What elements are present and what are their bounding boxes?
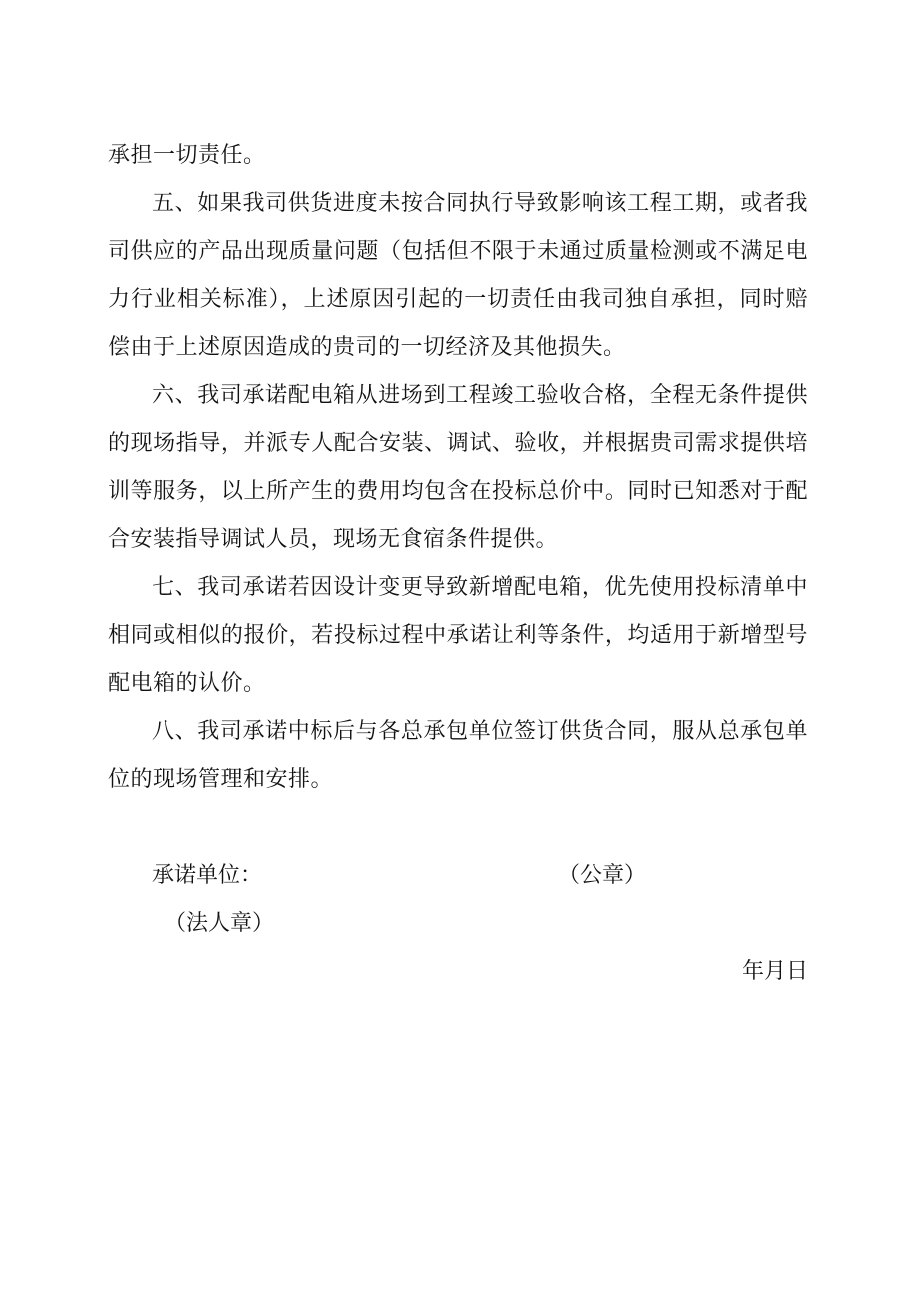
paragraph-continuation: 承担一切责任。 bbox=[108, 143, 266, 168]
signature-date-label: 年月日 bbox=[741, 959, 808, 984]
signature-seal-label: （公章） bbox=[558, 863, 647, 888]
paragraph-clause-6: 六、我司承诺配电箱从进场到工程竣工验收合格，全程无条件提供的现场指导，并派专人配合安装、调试、验收，并根据贵司需求提供培训等服务，以上所产生的费用均包含在投标总价中。同时已知悉对于配合安装指导调试人员，现场无食宿条件提供。 bbox=[108, 383, 808, 552]
paragraph-clause-8: 八、我司承诺中标后与各总承包单位签订供货合同，服从总承包单位的现场管理和安排。 bbox=[108, 719, 808, 792]
paragraph-clause-7: 七、我司承诺若因设计变更导致新增配电箱，优先使用投标清单中相同或相似的报价，若投标过程中承诺让利等条件，均适用于新增型号配电箱的认价。 bbox=[108, 575, 808, 696]
signature-unit-label: 承诺单位： bbox=[152, 863, 263, 888]
signature-legal-seal-label: （法人章） bbox=[164, 911, 275, 936]
document-body bbox=[108, 132, 808, 804]
paragraph-clause-5: 五、如果我司供货进度未按合同执行导致影响该工程工期，或者我司供应的产品出现质量问题（包括但不限于未通过质量检测或不满足电力行业相关标准），上述原因引起的一切责任由我司独自承担，同时赔偿由于上述原因造成的贵司的一切经济及其他损失。 bbox=[108, 191, 808, 360]
